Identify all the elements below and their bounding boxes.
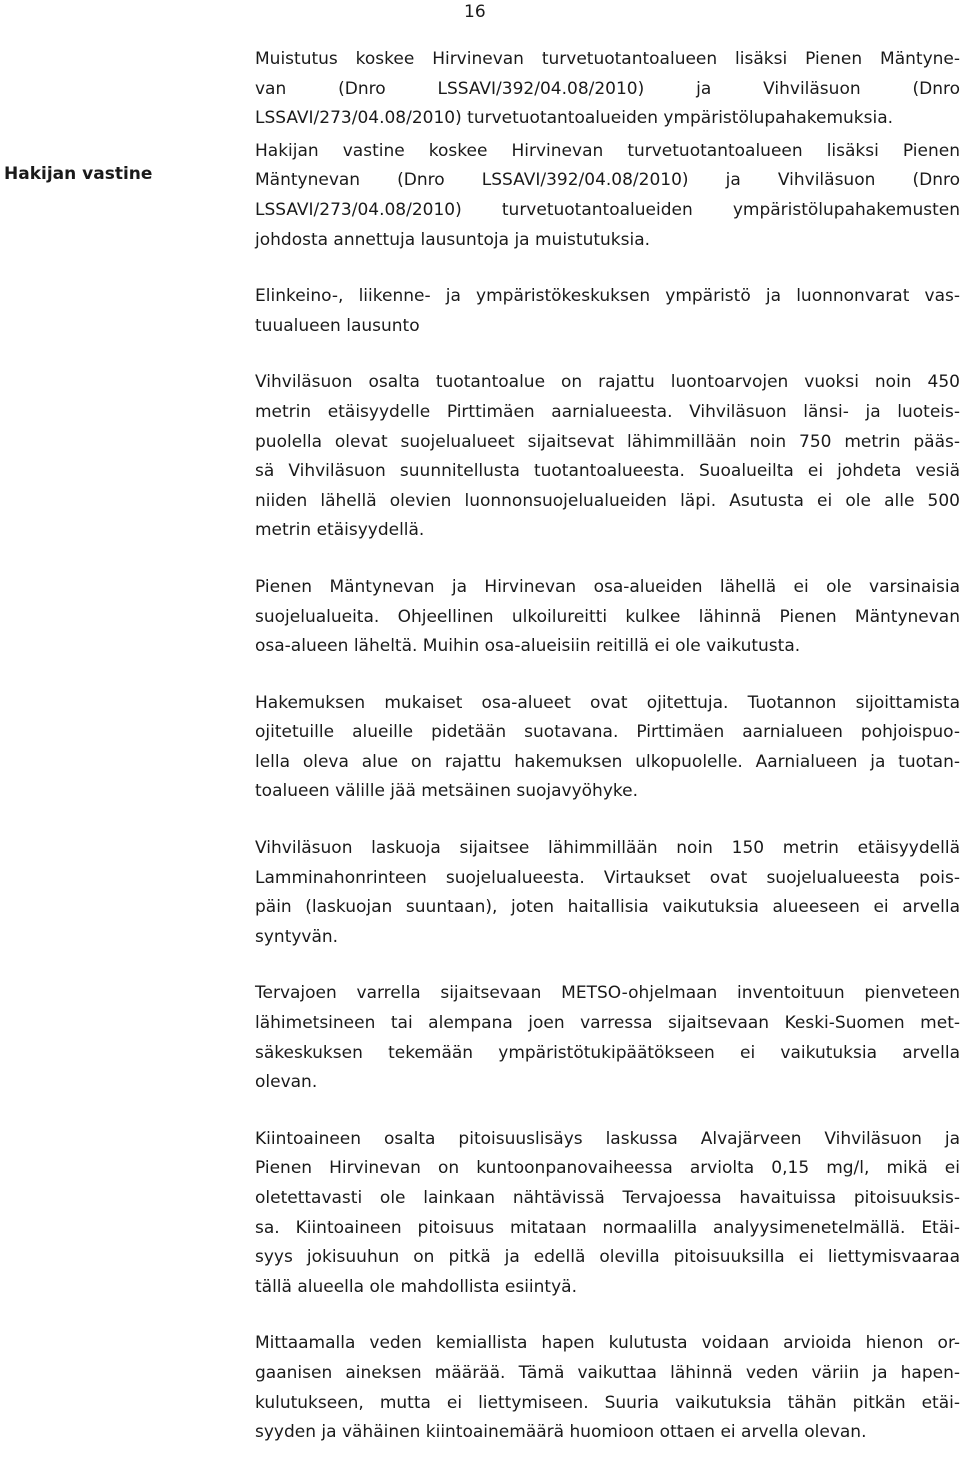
paragraph-vihvilasuo	[255, 368, 960, 546]
text-line: sa. Kiintoaineen pitoisuus mitataan normaalilla analyysimenetelmällä. Etäi-	[255, 1217, 960, 1238]
text-line: lähimetsineen tai alempana joen varressa sijaitsevaan Keski-Suomen met-	[255, 1013, 960, 1034]
text-line: osa-alueen läheltä. Muihin osa-alueisiin reitillä ei ole vaikutusta.	[255, 636, 801, 657]
text-line: lella oleva alue on rajattu hakemuksen ulkopuolelle. Aarnialueen ja tuotan-	[255, 751, 960, 772]
text-line: Hakijan vastine koskee Hirvinevan turvetuotantoalueen lisäksi Pienen	[255, 140, 960, 161]
text-line: Elinkeino-, liikenne- ja ympäristökeskuksen ympäristö ja luonnonvarat vas-	[255, 286, 960, 307]
text-line: LSSAVI/273/04.08/2010) turvetuotantoalueiden ympäristölupahakemusten	[255, 199, 960, 220]
paragraph-hakemuksen-osa-alueet	[255, 689, 960, 807]
paragraph-tervajoki	[255, 979, 960, 1097]
text-line: Vihviläsuon laskuoja sijaitsee lähimmillään noin 150 metrin etäisyydellä	[255, 838, 960, 859]
paragraph-muistutus	[255, 45, 960, 134]
text-line: Pienen Hirvinevan on kuntoonpanovaiheessa arviolta 0,15 mg/l, mikä ei	[255, 1158, 960, 1179]
text-line: Hakemuksen mukaiset osa-alueet ovat ojitettuja. Tuotannon sijoittamista	[255, 692, 960, 713]
text-line: syntyvän.	[255, 926, 339, 947]
text-line: syys jokisuuhun on pitkä ja edellä olevilla pitoisuuksilla ei liettymisvaaraa	[255, 1247, 960, 1268]
text-line: Mittaamalla veden kemiallista hapen kulutusta voidaan arvioida hienon or-	[255, 1333, 960, 1354]
text-line: Lamminahonrinteen suojelualueesta. Virtaukset ovat suojelualueesta pois-	[255, 867, 960, 888]
paragraph-ely-heading	[255, 282, 960, 341]
text-line: päin (laskuojan suuntaan), joten haitallisia vaikutuksia alueeseen ei arvella	[255, 897, 960, 918]
body-text	[255, 45, 960, 1475]
text-line: puolella olevat suojelualueet sijaitsevat lähimmillään noin 750 metrin pääs-	[255, 431, 960, 452]
text-line: johdosta annettuja lausuntoja ja muistutuksia.	[255, 229, 651, 250]
text-line: Pienen Mäntynevan ja Hirvinevan osa-alueiden lähellä ei ole varsinaisia	[255, 576, 960, 597]
text-line: Vihviläsuon osalta tuotantoalue on rajattu luontoarvojen vuoksi noin 450	[255, 372, 960, 393]
paragraph-kiintoaine	[255, 1125, 960, 1303]
text-line: Kiintoaineen osalta pitoisuuslisäys laskussa Alvajärveen Vihviläsuon ja	[255, 1128, 960, 1149]
text-line: toalueen välille jää metsäinen suojavyöhyke.	[255, 781, 638, 802]
side-label-hakijan-vastine: Hakijan vastine	[4, 164, 153, 184]
text-line: suojelualueita. Ohjeellinen ulkoilureitti kulkee lähinnä Pienen Mäntynevan	[255, 606, 960, 627]
text-line: Mäntynevan (Dnro LSSAVI/392/04.08/2010) ja Vihviläsuon (Dnro	[255, 170, 960, 191]
text-line: sä Vihviläsuon suunnitellusta tuotantoalueesta. Suoalueilta ei johdeta vesiä	[255, 461, 960, 482]
text-line: ojitetuille alueille pidetään suotavana. Pirttimäen aarnialueen pohjoispuo-	[255, 722, 960, 743]
paragraph-laskuoja	[255, 834, 960, 952]
paragraph-hapen-kulutus	[255, 1329, 960, 1447]
page-number: 16	[464, 2, 486, 22]
paragraph-pienen-mantyneva	[255, 573, 960, 662]
text-line: tällä alueella ole mahdollista esiintyä.	[255, 1276, 577, 1297]
text-line: gaanisen aineksen määrää. Tämä vaikuttaa lähinnä veden väriin ja hapen-	[255, 1362, 960, 1383]
text-line: Tervajoen varrella sijaitsevaan METSO-ohjelmaan inventoituun pienveteen	[255, 983, 960, 1004]
paragraph-hakijan-vastine	[255, 137, 960, 255]
text-line: niiden lähellä olevien luonnonsuojelualueiden läpi. Asutusta ei ole alle 500	[255, 490, 960, 511]
text-line: oletettavasti ole lainkaan nähtävissä Tervajoessa havaituissa pitoisuuksis-	[255, 1188, 960, 1208]
text-line: metrin etäisyydelle Pirttimäen aarnialueesta. Vihviläsuon länsi- ja luoteis-	[255, 401, 960, 422]
text-line: syyden ja vähäinen kiintoainemäärä huomioon ottaen ei arvella olevan.	[255, 1422, 867, 1443]
text-line: Muistutus koskee Hirvinevan turvetuotantoalueen lisäksi Pienen Mäntyne-	[255, 49, 960, 69]
text-line: säkeskuksen tekemään ympäristötukipäätökseen ei vaikutuksia arvella	[255, 1042, 960, 1063]
text-line: LSSAVI/273/04.08/2010) turvetuotantoalueiden ympäristölupahakemuksia.	[255, 108, 894, 129]
text-line: kulutukseen, mutta ei liettymiseen. Suuria vaikutuksia tähän pitkän etäi-	[255, 1392, 960, 1413]
text-line: metrin etäisyydellä.	[255, 520, 425, 541]
text-line: van (Dnro LSSAVI/392/04.08/2010) ja Vihviläsuon (Dnro	[255, 78, 960, 99]
text-line: tuualueen lausunto	[255, 315, 420, 336]
text-line: olevan.	[255, 1072, 318, 1093]
